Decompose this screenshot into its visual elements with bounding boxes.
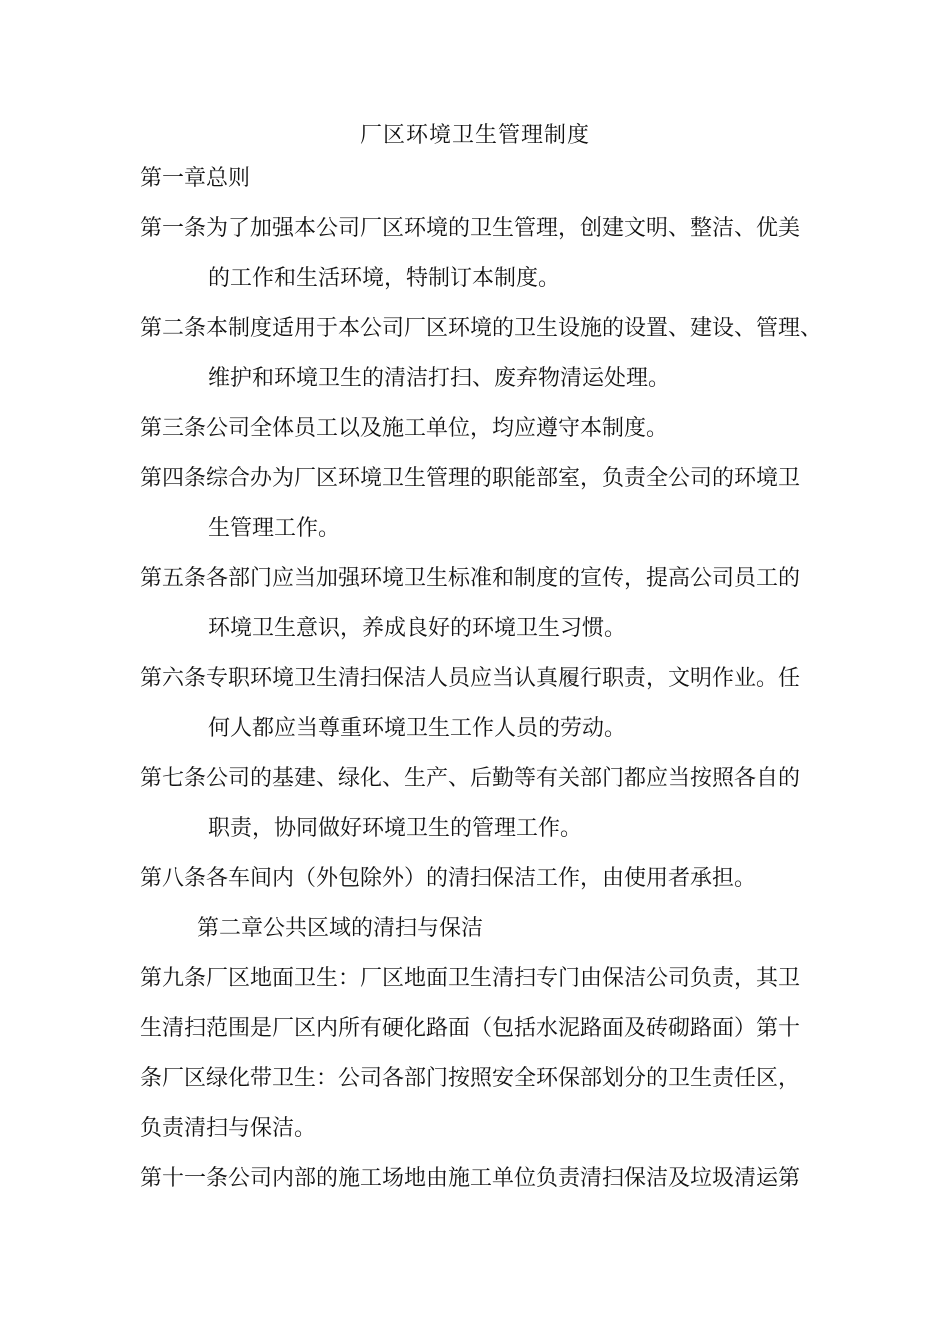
article-continuation: 环境卫生意识，养成良好的环境卫生习惯。 [208, 616, 627, 641]
article-continuation: 生管理工作。 [208, 516, 341, 541]
article-line: 第五条各部门应当加强环境卫生标准和制度的宣传，提高公司员工的 [140, 566, 801, 591]
document-body [140, 154, 840, 1204]
chapter-heading: 第二章公共区域的清扫与保洁 [197, 916, 484, 941]
chapter2-paragraph [140, 954, 840, 1204]
chapter-heading: 第一章总则 [140, 166, 251, 191]
article-continuation: 的工作和生活环境，特制订本制度。 [208, 266, 561, 291]
paragraph-line: 负责清扫与保洁。 [140, 1116, 317, 1141]
article-2 [140, 304, 840, 404]
article-5 [140, 554, 840, 654]
article-6 [140, 654, 840, 754]
article-line: 第六条专职环境卫生清扫保洁人员应当认真履行职责，文明作业。任 [140, 666, 801, 691]
document-title: 厂区环境卫生管理制度 [359, 123, 590, 148]
article-3 [140, 404, 840, 454]
article-line: 第七条公司的基建、绿化、生产、后勤等有关部门都应当按照各自的 [140, 766, 801, 791]
article-8 [140, 854, 840, 904]
article-line: 第八条各车间内（外包除外）的清扫保洁工作，由使用者承担。 [140, 866, 757, 891]
article-line: 第四条综合办为厂区环境卫生管理的职能部室，负责全公司的环境卫 [140, 466, 801, 491]
paragraph-line: 条厂区绿化带卫生：公司各部门按照安全环保部划分的卫生责任区， [140, 1066, 801, 1091]
article-line: 第一条为了加强本公司厂区环境的卫生管理，创建文明、整洁、优美 [140, 216, 801, 241]
paragraph-line: 第十一条公司内部的施工场地由施工单位负责清扫保洁及垃圾清运第 [140, 1166, 801, 1191]
article-1 [140, 204, 840, 304]
article-continuation: 职责，协同做好环境卫生的管理工作。 [208, 816, 583, 841]
article-4 [140, 454, 840, 554]
article-continuation: 维护和环境卫生的清洁打扫、废弃物清运处理。 [208, 366, 671, 391]
article-continuation: 何人都应当尊重环境卫生工作人员的劳动。 [208, 716, 627, 741]
article-line: 第二条本制度适用于本公司厂区环境的卫生设施的设置、建设、管理、 [140, 316, 823, 341]
article-7 [140, 754, 840, 854]
paragraph-line: 第九条厂区地面卫生：厂区地面卫生清扫专门由保洁公司负责，其卫 [140, 966, 801, 991]
paragraph-line: 生清扫范围是厂区内所有硬化路面（包括水泥路面及砖砌路面）第十 [140, 1016, 801, 1041]
article-line: 第三条公司全体员工以及施工单位，均应遵守本制度。 [140, 416, 669, 441]
